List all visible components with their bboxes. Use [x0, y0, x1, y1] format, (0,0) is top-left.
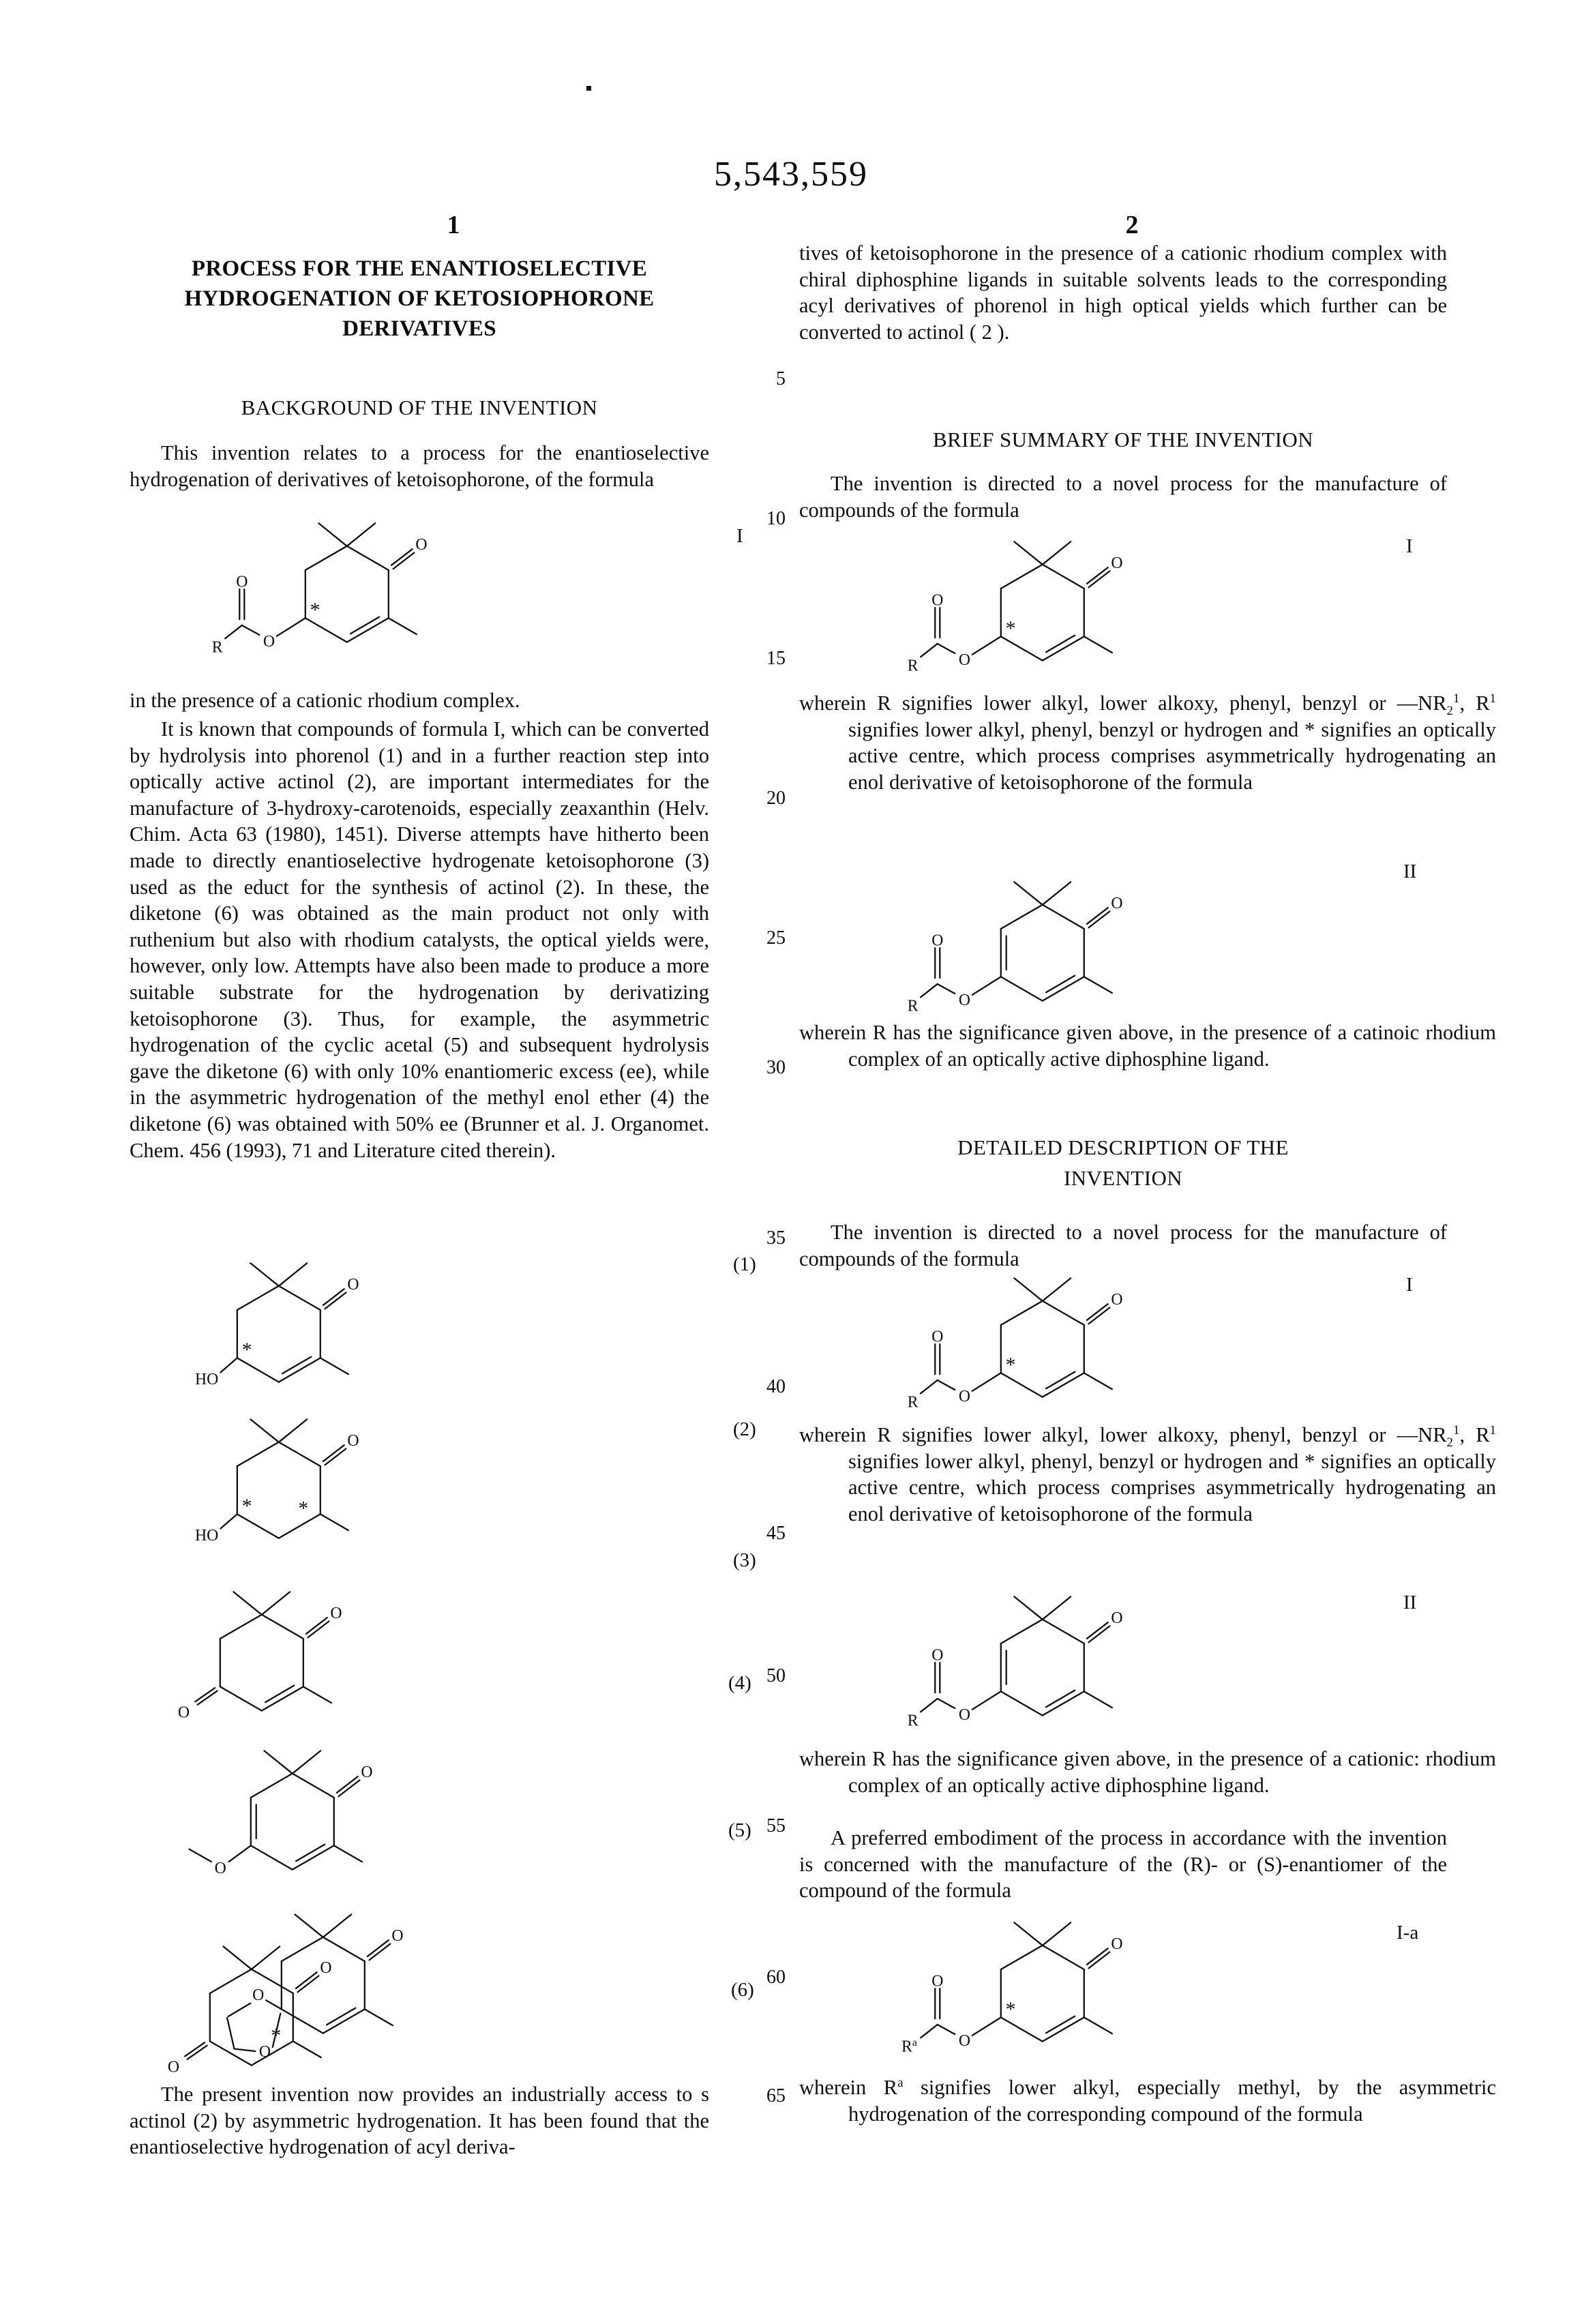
formula-label-I-r2: I — [1406, 1274, 1413, 1296]
formula-label-f3: (3) — [733, 1549, 756, 1571]
structure-f3-ketoisophorone — [106, 1579, 358, 1762]
line-number-40: 40 — [766, 1376, 786, 1397]
paragraph-preferred-embodiment: A preferred embodiment of the process in accordance with the invention is concerned with the manufacture of the (R)- or (S)-enantiomer of the compound of the formula — [799, 1826, 1447, 1903]
scan-artifact-dot — [586, 86, 591, 91]
svg-text:O: O — [958, 991, 970, 1009]
svg-text:O: O — [931, 932, 944, 950]
svg-text:O: O — [958, 2031, 970, 2050]
svg-text:HO: HO — [195, 1527, 219, 1545]
svg-text:O: O — [931, 1328, 944, 1346]
structure-I-r1-formula-I — [886, 528, 1139, 712]
svg-text:O: O — [931, 591, 944, 610]
formula-label-f4: (4) — [728, 1672, 751, 1694]
structure-II-r1-formula-II-dienol-ester — [886, 869, 1139, 1052]
section-heading-background: BACKGROUND OF THE INVENTION — [241, 396, 598, 419]
formula-label-f1: (1) — [733, 1253, 756, 1275]
svg-text:R: R — [907, 997, 919, 1015]
paragraph-wherein-has-2: wherein R has the significance given above, in the presence of a cationic: rhodium complex of an optically active diphosphine ligand. — [799, 1747, 1496, 1797]
paragraph-present-invention: The present invention now provides an industrially access to s actinol (2) by asymmetric hydrogenation. It has been found that the enantioselective hydrogenation of acyl deriva- — [130, 2083, 709, 2159]
svg-text:R: R — [907, 1393, 919, 1412]
structure-I-left-acyl-enol-ester-of-ketoisophorone — [191, 510, 443, 694]
paragraph-intro: This invention relates to a process for the enantioselective hydrogenation of derivatives of ketoisophorone, of the formula — [130, 441, 709, 491]
svg-text:O: O — [391, 1927, 404, 1946]
svg-text:R: R — [907, 657, 919, 675]
svg-text:O: O — [347, 1432, 359, 1450]
svg-text:O: O — [263, 632, 275, 651]
svg-text:R: R — [907, 1712, 919, 1730]
paragraph-wherein-ra: wherein $R^a$ signifies lower alkyl, especially methyl, by the asymmetric hydrogenation of the corresponding compound of the formula — [799, 2075, 1497, 2126]
paragraph-wherein-has-1: wherein R has the significance given above, in the presence of a catinoic rhodium complex of an optically active diphosphine ligand. — [799, 1021, 1496, 1071]
svg-text:O: O — [361, 1763, 373, 1782]
formula-label-f6: (6) — [731, 1979, 754, 2001]
column-number-2: 2 — [1125, 211, 1139, 239]
svg-text:*: * — [1005, 1997, 1016, 2021]
line-number-35: 35 — [766, 1227, 786, 1249]
line-number-25: 25 — [766, 927, 786, 949]
structure-I-r2-formula-I — [886, 1265, 1139, 1448]
paragraph-directed-2: The invention is directed to a novel process for the manufacture of compounds of the formula — [799, 1221, 1447, 1270]
svg-text:O: O — [958, 1705, 970, 1724]
svg-text:O: O — [252, 1986, 265, 2005]
paragraph-presence: in the presence of a cationic rhodium complex. — [130, 689, 520, 712]
column-number-1: 1 — [447, 211, 460, 239]
paragraph-prior-art: It is known that compounds of formula I, which can be converted by hydrolysis into phorenol (1) and in a further reaction step into optically active actinol (2), are important intermediates for the manufacture of 3-hydroxy-carotenoids, especially zeaxanthin (Helv. Chim. Acta 63 (1980), 1451). Diverse attempts have hitherto been made to directly enantioselective hydrogenate ketoisophorone (3) used as the educt for the synthesis of actinol (2). In these, the diketone (6) was obtained as the main product not only with ruthenium but also with rhodium catalysts, the optical yields were, however, only low. Attempts have also been made to produce a more suitable substrate for the hydrogenation by derivatizing ketoisophorone (3). Thus, for example, the asymmetric hydrogenation of the cyclic acetal (5) and subsequent hydrolysis gave the diketone (6) with only 10% enantiomeric excess (ee), while in the asymmetric hydrogenation of the methyl enol ether (4) the diketone (6) was obtained with 50% ee (Brunner et al. J. Organomet. Chem. 456 (1993), 71 and Literature cited therein). — [130, 717, 709, 1162]
svg-text:O: O — [1111, 1291, 1123, 1309]
svg-text:O: O — [931, 1646, 944, 1665]
svg-text:O: O — [931, 1972, 944, 1991]
line-number-10: 10 — [766, 508, 786, 529]
structure-f6-diketone — [95, 1933, 348, 2117]
formula-label-II-r1: II — [1403, 861, 1417, 882]
structure-f2-actinol — [123, 1406, 375, 1590]
svg-text:O: O — [1111, 1609, 1123, 1628]
formula-label-I-r1: I — [1406, 535, 1413, 557]
formula-label-f2: (2) — [733, 1418, 756, 1440]
svg-text:O: O — [1111, 1935, 1123, 1954]
line-number-5: 5 — [776, 368, 786, 389]
svg-text:*: * — [298, 1497, 309, 1520]
svg-text:O: O — [258, 2042, 271, 2061]
patent-title — [157, 254, 682, 344]
section-heading-detailed — [799, 1132, 1447, 1193]
patent-title-line-3: DERIVATIVES — [342, 316, 496, 341]
structure-II-r2-formula-II-dienol-ester — [886, 1583, 1139, 1767]
line-number-20: 20 — [766, 788, 786, 809]
formula-label-II-r2: II — [1403, 1592, 1417, 1613]
paragraph-directed-1: The invention is directed to a novel process for the manufacture of compounds of the formula — [799, 472, 1447, 522]
patent-number: 5,543,559 — [714, 155, 868, 194]
svg-text:*: * — [241, 1494, 252, 1517]
paragraph-wherein-r-2: wherein R signifies lower alkyl, lower alkoxy, phenyl, benzyl or $—NR_2^1$, $R^1$ signifies lower alkyl, phenyl, benzyl or hydrogen and * signifies an optically active centre, which process comprises asymmetrically hydrogenating an enol derivative of ketoisophorone of the formula — [799, 1422, 1496, 1525]
structure-f4-methyl-enol-ether — [136, 1738, 389, 1921]
section-heading-detailed-line-1: DETAILED DESCRIPTION OF THE — [957, 1135, 1289, 1159]
line-number-15: 15 — [766, 648, 786, 669]
structure-I-a-formula-I-a — [886, 1909, 1139, 2093]
svg-text:O: O — [1111, 554, 1123, 573]
svg-text:O: O — [330, 1605, 342, 1623]
svg-text:*: * — [310, 598, 320, 621]
line-number-50: 50 — [766, 1665, 786, 1686]
svg-text:O: O — [177, 1703, 190, 1722]
svg-text:O: O — [214, 1859, 226, 1877]
section-heading-detailed-line-2: INVENTION — [1063, 1166, 1183, 1190]
formula-label-f5: (5) — [728, 1819, 751, 1841]
line-number-60: 60 — [766, 1967, 786, 1988]
svg-text:O: O — [347, 1276, 359, 1294]
svg-text:*: * — [241, 1338, 252, 1361]
svg-text:*: * — [1005, 616, 1016, 640]
section-heading-brief-summary: BRIEF SUMMARY OF THE INVENTION — [933, 428, 1313, 451]
formula-label-I-left: I — [736, 525, 743, 547]
patent-title-line-2: HYDROGENATION OF KETOSIOPHORONE — [184, 286, 655, 311]
line-number-55: 55 — [766, 1815, 786, 1836]
line-number-30: 30 — [766, 1057, 786, 1078]
svg-text:O: O — [415, 536, 428, 554]
svg-text:O: O — [1111, 895, 1123, 913]
svg-text:*: * — [271, 2024, 282, 2047]
patent-title-line-1: PROCESS FOR THE ENANTIOSELECTIVE — [191, 256, 648, 281]
svg-text:O: O — [320, 1959, 332, 1978]
formula-label-I-a: I-a — [1397, 1922, 1419, 1943]
svg-text:Ra: $R^a$ — [901, 2036, 917, 2056]
svg-text:O: O — [958, 651, 970, 669]
paragraph-wherein-r-1: wherein R signifies lower alkyl, lower alkoxy, phenyl, benzyl or $—NR_2^1$, $R^1$ signifies lower alkyl, phenyl, benzyl or hydrogen and * signifies an optically active centre, which process comprises asymmetrically hydrogenating an enol derivative of ketoisophorone of the formula — [799, 691, 1496, 794]
svg-text:O: O — [958, 1387, 970, 1405]
paragraph-tives-continuation: tives of ketoisophorone in the presence of a cationic rhodium complex with chiral diphosphine ligands in suitable solvents leads to the corresponding acyl derivatives of phorenol in high optical yields which further can be converted to actinol ( 2 ). — [799, 241, 1447, 344]
line-number-65: 65 — [766, 2085, 786, 2106]
svg-text:R: R — [211, 638, 223, 657]
svg-text:*: * — [1005, 1353, 1016, 1376]
line-number-45: 45 — [766, 1523, 786, 1544]
svg-text:O: O — [236, 573, 248, 591]
svg-text:HO: HO — [195, 1371, 219, 1389]
svg-text:O: O — [167, 2058, 179, 2076]
